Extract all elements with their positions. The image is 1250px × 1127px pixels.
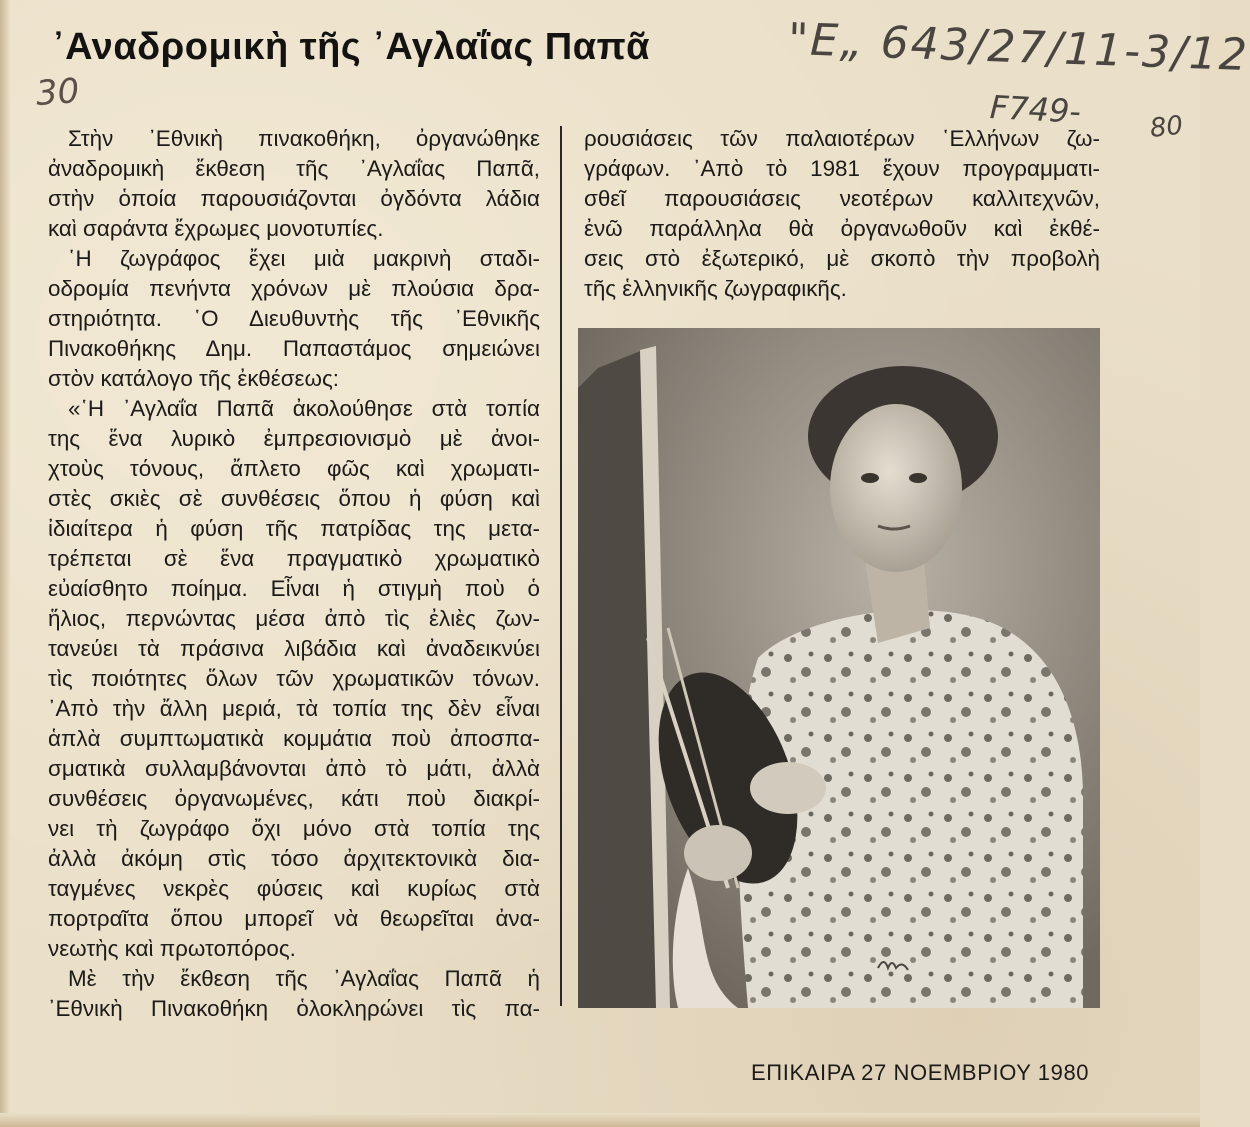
article-line: χτοὺς τόνους, ἄπλετο φῶς καὶ χρωματι- xyxy=(48,456,540,481)
article-title: ᾿Αναδρομικὴ τῆς ᾿Αγλαΐας Παπᾶ xyxy=(52,26,651,68)
article-line: ῾Η ζωγράφος ἔχει μιὰ μακρινὴ σταδι- xyxy=(68,246,540,271)
right-eye xyxy=(909,473,927,483)
article-line: της ἕνα λυρικὸ ἐμπρεσιονισμὸ μὲ ἀνοι- xyxy=(48,426,540,451)
article-line: Μὲ τὴν ἔκθεση τῆς ᾿Αγλαΐας Παπᾶ ἡ xyxy=(68,966,540,991)
article-line: στηριότητα. ῾Ο Διευθυντὴς τῆς ᾿Εθνικῆς xyxy=(48,306,540,331)
paper-edge-bottom xyxy=(0,1113,1200,1127)
article-line: ἐνῶ παράλληλα θὰ ὀργανωθοῦν καὶ ἐκθέ- xyxy=(584,216,1100,241)
article-line: πορτραῖτα ὅπου μπορεῖ νὰ θεωρεῖται ἀνα- xyxy=(48,906,540,931)
article-line: «῾Η ᾿Αγλαΐα Παπᾶ ἀκολούθησε στὰ τοπία xyxy=(68,396,540,421)
article-line: στὸν κατάλογο τῆς ἐκθέσεως: xyxy=(48,366,339,391)
article-line: ἀναδρομικὴ ἔκθεση τῆς ᾿Αγλαΐας Παπᾶ, xyxy=(48,156,540,181)
article-column-right xyxy=(584,124,1100,304)
article-line: στὴν ὁποία παρουσιάζονται ὀγδόντα λάδια xyxy=(48,186,540,211)
article-line: σματικὰ συλλαμβάνονται ἀπὸ τὸ μάτι, ἀλλὰ xyxy=(48,756,540,781)
article-line: τανεύει τὰ πράσινα λιβάδια καὶ ἀναδεικνύει xyxy=(48,636,540,661)
handwritten-page-number: 30 xyxy=(34,71,81,114)
article-line: ᾿Απὸ τὴν ἄλλη μεριά, τὰ τοπία της δὲν εἶναι xyxy=(48,696,540,721)
left-hand xyxy=(684,825,752,881)
column-divider xyxy=(560,126,562,1006)
handwritten-code: F749- xyxy=(989,88,1082,131)
portrait-painting xyxy=(578,328,1100,1008)
handwritten-reference: "E„ 643/27/11-3/12 xyxy=(787,14,1250,82)
article-line: ἰδιαίτερα ἡ φύση τῆς πατρίδας της μετα- xyxy=(48,516,540,541)
article-line: σθεῖ παρουσιάσεις νεοτέρων καλλιτεχνῶν, xyxy=(584,186,1100,211)
portrait-illustration xyxy=(578,328,1100,1008)
handwritten-year: 80 xyxy=(1148,110,1185,144)
article-line: νει τὴ ζωγράφο ὄχι μόνο στὰ τοπία της xyxy=(48,816,540,841)
article-line: καὶ σαράντα ἔχρωμες μονοτυπίες. xyxy=(48,216,384,241)
article-line: ᾿Εθνικὴ Πινακοθήκη ὁλοκληρώνει τὶς πα- xyxy=(48,996,540,1021)
article-line: τρέπεται σὲ ἕνα πραγματικὸ χρωματικὸ xyxy=(48,546,540,571)
article-line: γράφων. ᾿Απὸ τὸ 1981 ἔχουν προγραμματι- xyxy=(584,156,1100,181)
article-column-left xyxy=(48,124,540,1024)
article-line: ἁπλὰ συμπτωματικὰ κομμάτια ποὺ ἀποσπα- xyxy=(48,726,540,751)
article-line: ρουσιάσεις τῶν παλαιοτέρων ῾Ελλήνων ζω- xyxy=(584,126,1100,151)
article-line: ἀλλὰ ἀκόμη στὶς τόσο ἀρχιτεκτονικὰ δια- xyxy=(48,846,540,871)
article-line: νεωτὴς καὶ πρωτοπόρος. xyxy=(48,936,296,961)
article-line: συνθέσεις ὀργανωμένες, κάτι ποὺ διακρί- xyxy=(48,786,540,811)
article-line: σεις στὸ ἐξωτερικό, μὲ σκοπὸ τὴν προβολὴ xyxy=(584,246,1100,271)
article-line: Στὴν ᾿Εθνικὴ πινακοθήκη, ὀργανώθηκε xyxy=(68,126,540,151)
left-eye xyxy=(861,473,879,483)
right-hand xyxy=(750,762,826,814)
article-line: στὲς σκιὲς σὲ συνθέσεις ὅπου ἡ φύση καὶ xyxy=(48,486,540,511)
article-line: ἥλιος, περνώντας μέσα ἀπὸ τὶς ἐλιὲς ζων- xyxy=(48,606,540,631)
face xyxy=(830,404,962,572)
article-line: τὶς ποιότητες ὅλων τῶν χρωματικῶν τόνων. xyxy=(48,666,540,691)
article-line: οδρομία πενήντα χρόνων μὲ πλούσια δρα- xyxy=(48,276,540,301)
article-line: Πινακοθήκης Δημ. Παπαστάμος σημειώνει xyxy=(48,336,540,361)
paper-edge-left xyxy=(0,0,10,1127)
article-line: ταγμένες νεκρὲς φύσεις καὶ κυρίως στὰ xyxy=(48,876,540,901)
article-line: εὐαίσθητο ποίημα. Εἶναι ἡ στιγμὴ ποὺ ὁ xyxy=(48,576,540,601)
publication-footer: ΕΠΙΚΑΙΡΑ 27 ΝΟΕΜΒΡΙΟΥ 1980 xyxy=(751,1060,1090,1085)
article-line: τῆς ἑλληνικῆς ζωγραφικῆς. xyxy=(584,276,847,301)
